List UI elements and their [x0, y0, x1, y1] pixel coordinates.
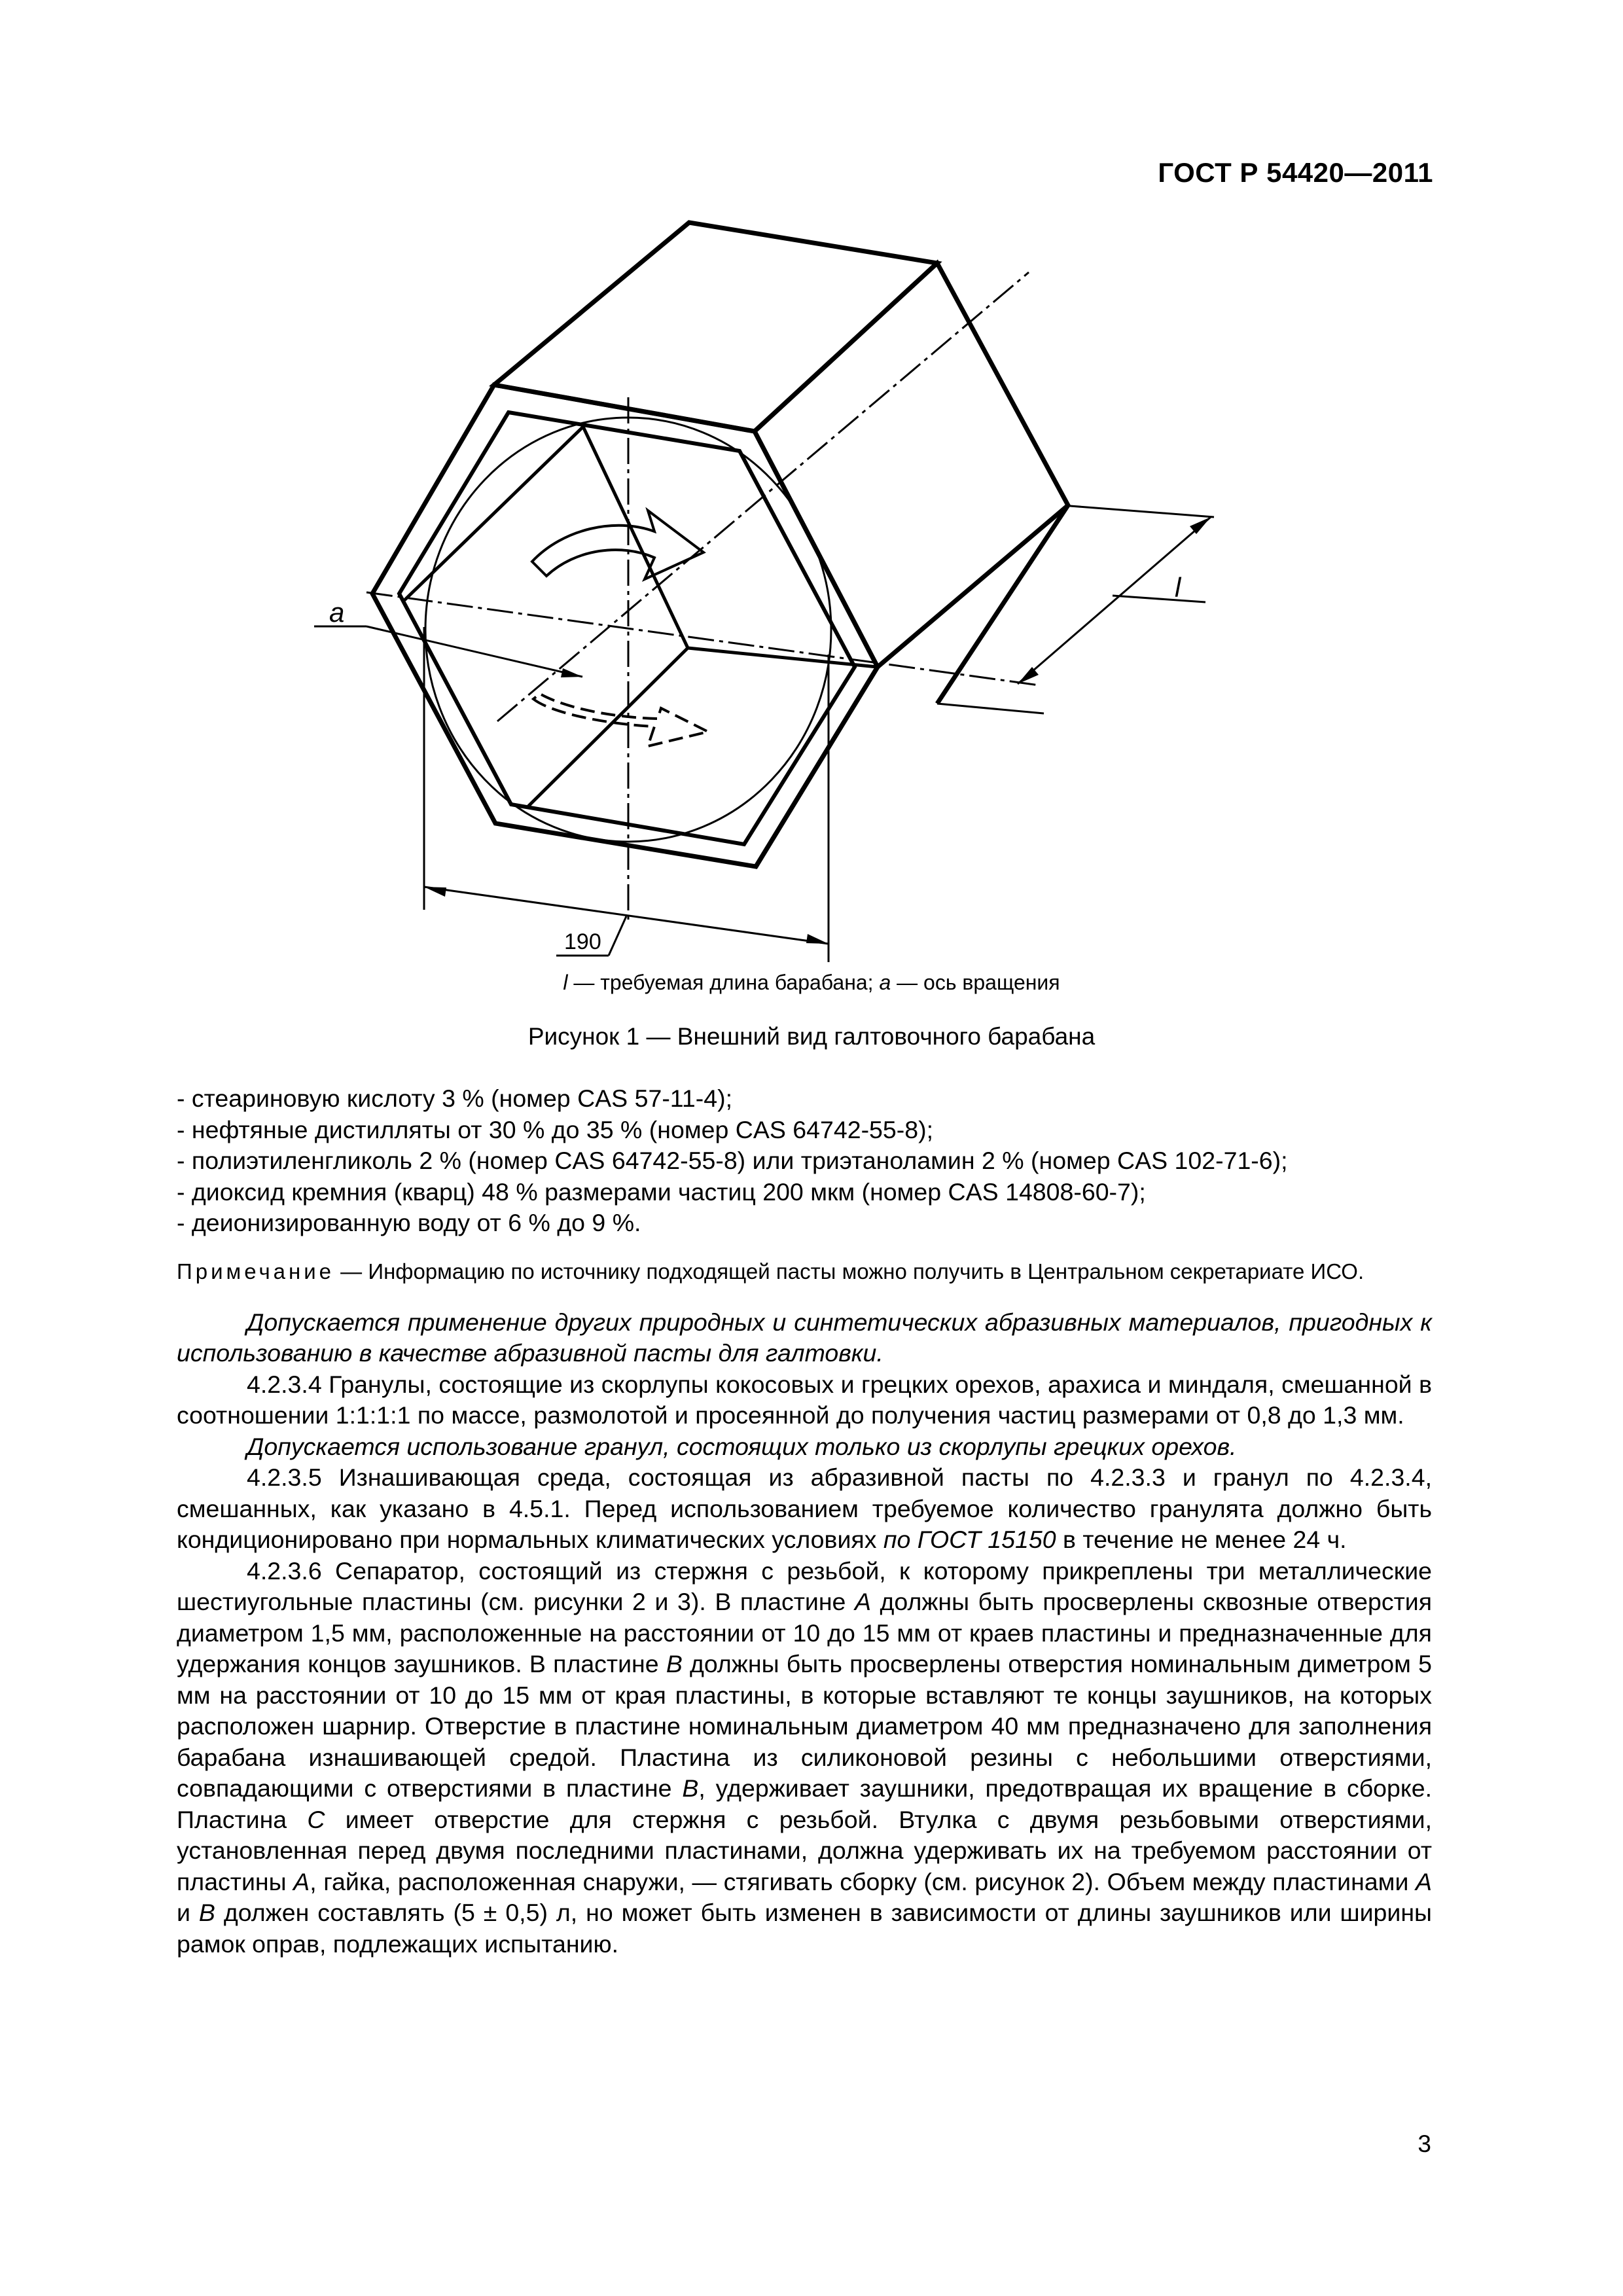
prism-back-edge [937, 505, 1068, 704]
legend-l-text: — требуемая длина барабана; [567, 971, 880, 994]
plate-label: B [198, 1899, 215, 1926]
document-header: ГОСТ Р 54420—2011 [1158, 157, 1433, 188]
plate-label: B [682, 1774, 699, 1802]
plate-label: A [293, 1867, 310, 1895]
list-item: - полиэтиленгликоль 2 % (номер CAS 64742-55-8) или триэтаноламин 2 % (номер CAS 102-71-6); [177, 1147, 1288, 1174]
tumbling-drum-figure [0, 0, 1623, 969]
horizontal-centerline [366, 592, 1039, 685]
paragraph-text: имеет отверстие для стержня с резьбой. Втулка с двумя резьбовыми отверстиями, установленная перед двумя последними пластинами, должна удерживать их на требуемом расстоянии от пластины [177, 1805, 1433, 1895]
paragraph-text: должен составлять (5 ± 0,5) л, но может быть изменен в зависимости от длины заушников или ширины рамок оправ, подлежащих испытанию. [177, 1899, 1432, 1958]
paragraph: Допускается использование гранул, состоящих только из скорлупы грецких орехов. [247, 1432, 1237, 1460]
standard-reference: по ГОСТ 15150 [883, 1526, 1056, 1553]
legend-a-symbol: a [879, 971, 891, 994]
paragraph-text: , удерживает заушники, предотвращая их вращение в сборке. Пластина [177, 1774, 1432, 1833]
paragraph-text: должны быть просверлены отверстия номинальным диметром 5 мм на расстоянии от 10 до 15 мм от края пластины, в которые вставляют те концы заушников, на которых расположен шарнир. Отверстие в пластине номинальным диаметром 40 мм предназначено для заполнения барабана изнашивающей средой. Пластина из силиконовой резины с небольшими отверстиями, совпадающими с отверстиями в пластине [177, 1650, 1432, 1802]
plate-label: A [1416, 1867, 1433, 1895]
list-item: - стеариновую кислоту 3 % (номер CAS 57-11-4); [177, 1085, 732, 1112]
legend-l-symbol: l [563, 971, 568, 994]
dimension-190: 190 [564, 929, 601, 954]
legend-a-text: — ось вращения [891, 971, 1060, 994]
figure-title: Рисунок 1 — Внешний вид галтовочного барабана [527, 1023, 1096, 1050]
paragraph-text: , гайка, расположенная снаружи, — стягивать сборку (см. рисунок 2). Объем между пластинами [310, 1867, 1416, 1895]
page-number: 3 [1418, 2130, 1431, 2157]
note-text: — Информацию по источнику подходящей пасты можно получить в Центральном секретариате ИСО. [334, 1259, 1364, 1283]
label-a: a [329, 597, 345, 628]
label-l: l [1175, 572, 1181, 603]
plate-label: C [307, 1805, 325, 1833]
paragraph [177, 1462, 1432, 1556]
paragraph [177, 1556, 1432, 1960]
paragraph-text: 4.2.3.5 Изнашивающая среда, состоящая из абразивной пасты по 4.2.3.3 и гранул по 4.2.3.4, смешанных, как указано в 4.5.1. Перед использованием требуемое количество гранулята должно быть кондиционировано при нормальных климатических условиях [177, 1463, 1432, 1553]
list-item: - нефтяные дистилляты от 30 % до 35 % (номер CAS 64742-55-8); [177, 1115, 934, 1143]
paragraph: 4.2.3.4 Гранулы, состоящие из скорлупы кокосовых и грецких орехов, арахиса и миндаля, смешанной в соотношении 1:1:1:1 по массе, размолотой и просеянной до получения частиц размерами от 0,8 до 1,3 мм. [177, 1370, 1432, 1429]
list-item: - деионизированную воду от 6 % до 9 %. [177, 1209, 641, 1236]
plate-label: A [854, 1588, 871, 1615]
note-label: Примечание [177, 1259, 335, 1283]
rotation-arrow-dashed [533, 694, 708, 746]
front-hexagon-outer [372, 385, 878, 867]
paragraph-text: в течение не менее 24 ч. [1056, 1526, 1347, 1553]
body-text [177, 1083, 1432, 1960]
list-item: - диоксид кремния (кварц) 48 % размерами частиц 200 мкм (номер CAS 14808-60-7); [177, 1177, 1146, 1206]
note [177, 1257, 1432, 1285]
paragraph-text: и [177, 1899, 199, 1926]
paragraph-text: 4.2.3.6 Сепаратор, состоящий из стержня с резьбой, к которому прикреплены три металлические шестиугольные пластины (см. рисунки 2 и 3). В пластине [177, 1556, 1432, 1615]
plate-label: B [666, 1650, 683, 1677]
figure-legend [0, 971, 1623, 995]
paragraph: Допускается применение других природных и синтетических абразивных материалов, пригодных к использованию в качестве абразивной пасты для галтовки. [177, 1308, 1432, 1367]
paragraph-text: должны быть просверлены сквозные отверстия диаметром 1,5 мм, расположенные на расстоянии от 10 до 15 мм от краев пластины и предназначенные для удержания концов заушников. В пластине [177, 1588, 1433, 1677]
